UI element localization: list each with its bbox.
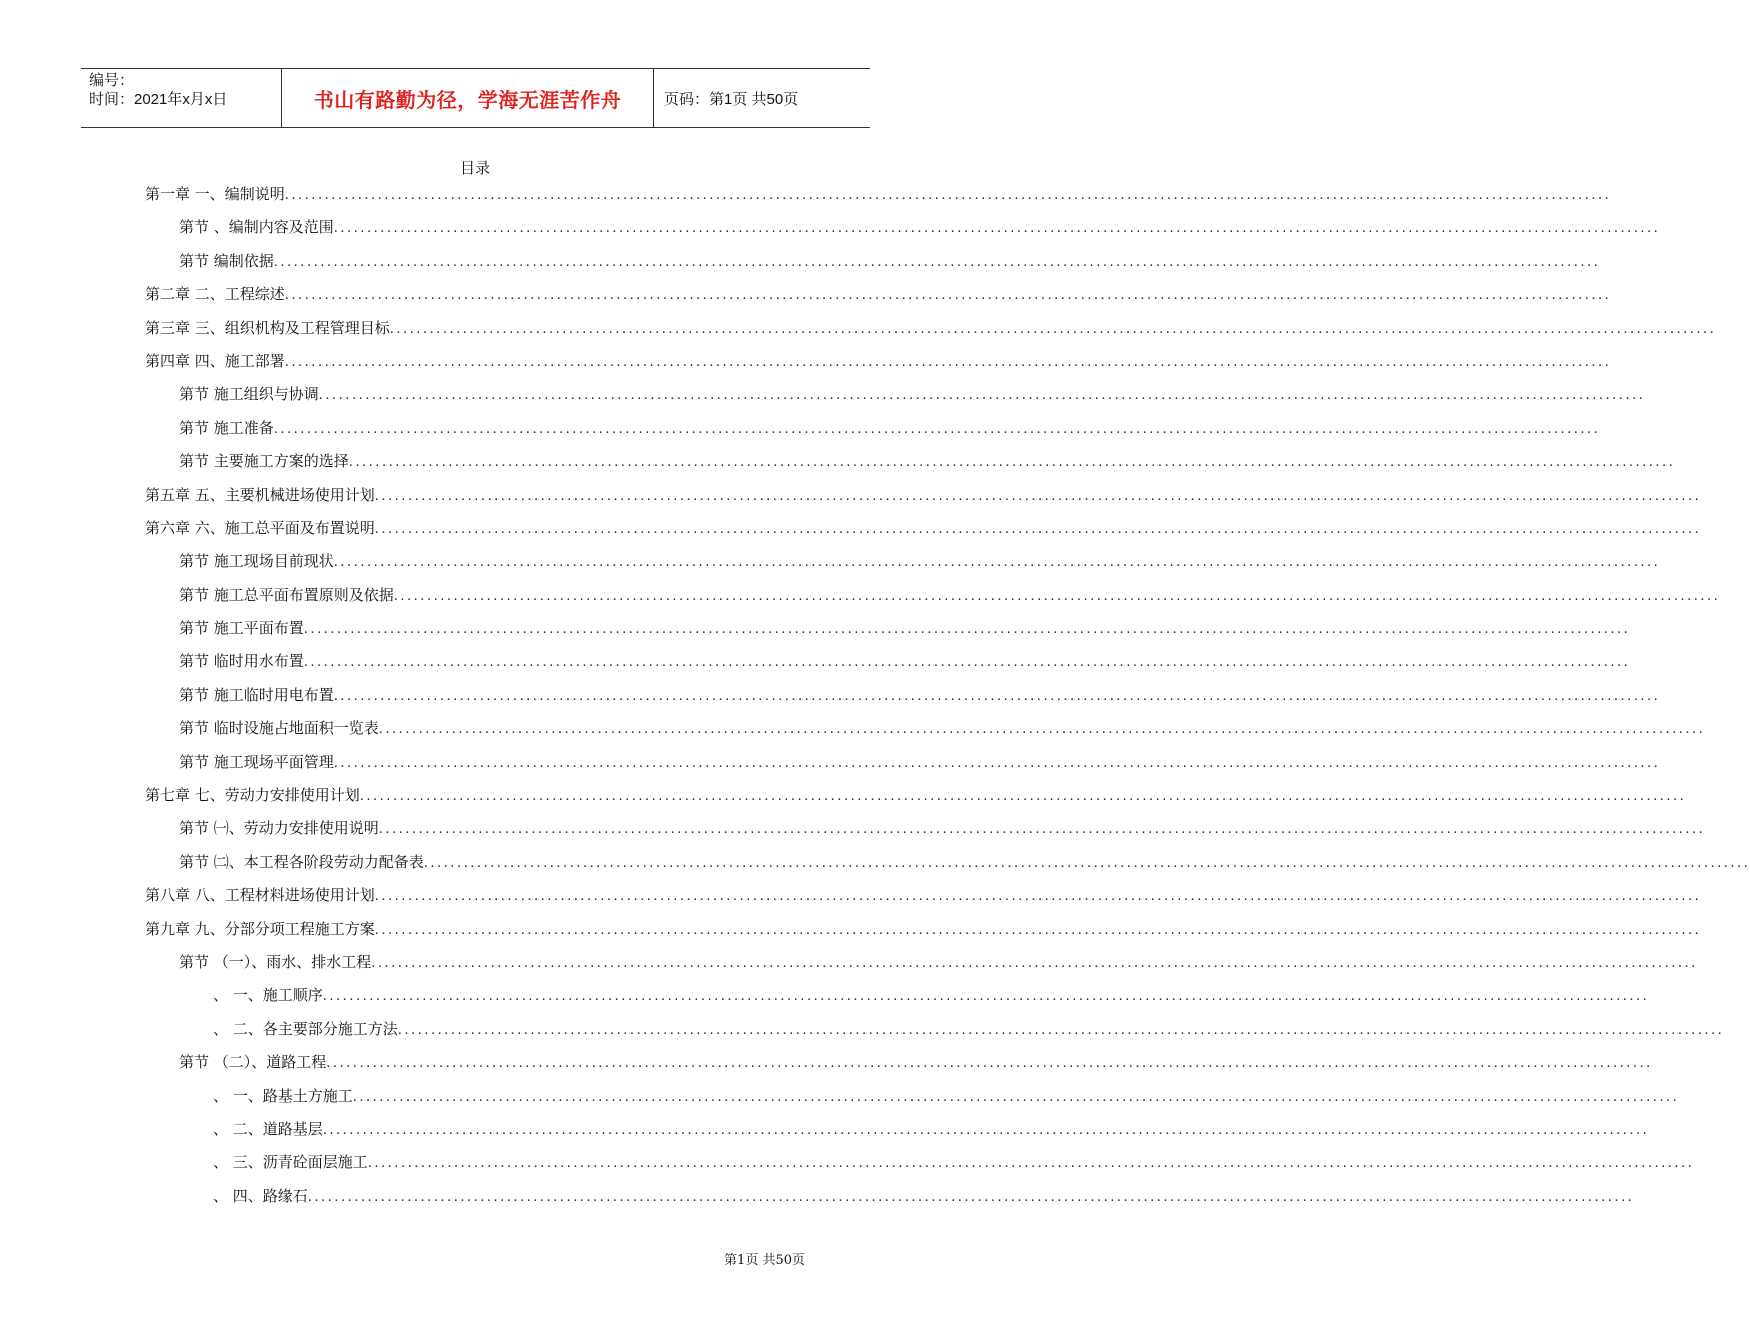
toc-entry[interactable] <box>145 979 1650 1012</box>
toc-dot-leader: ........................................................................................................................................................................................................ <box>333 755 1661 771</box>
toc-dot-leader: ........................................................................................................................................................................................................ <box>374 889 1702 905</box>
toc-entry-text: 第节 施工现场平面管理 <box>179 752 334 771</box>
toc-entry[interactable] <box>145 1146 1695 1179</box>
toc-dot-leader: ........................................................................................................................................................................................................ <box>374 521 1702 537</box>
toc-entry[interactable] <box>145 1046 1653 1079</box>
toc-dot-leader: ........................................................................................................................................................................................................ <box>333 688 1661 704</box>
header-page-label: 页码：第1页 共50页 <box>664 90 799 108</box>
toc-entry[interactable] <box>145 712 1706 745</box>
toc-dot-leader: ........................................................................................................................................................................................................ <box>284 188 1612 203</box>
page-footer: 第1页 共50页 <box>724 1253 805 1268</box>
toc-entry[interactable] <box>145 679 1661 712</box>
toc-title: 目录 <box>459 159 490 177</box>
toc-entry[interactable] <box>145 178 1612 211</box>
toc-entry-text: 、 一、路基土方施工 <box>213 1086 353 1105</box>
toc-entry-text: 第节 主要施工方案的选择 <box>179 452 349 471</box>
toc-entry[interactable] <box>145 1180 1635 1213</box>
toc-entry[interactable] <box>145 779 1687 812</box>
table-of-contents <box>145 178 1750 1213</box>
toc-entry-text: 第八章 八、工程材料进场使用计划 <box>145 886 375 905</box>
header-info <box>81 69 281 127</box>
toc-entry-text: 、 四、路缘石 <box>213 1186 308 1205</box>
toc-entry[interactable] <box>145 345 1612 378</box>
toc-entry[interactable] <box>145 445 1676 478</box>
toc-entry-text: 第七章 七、劳动力安排使用计划 <box>145 786 360 805</box>
toc-dot-leader: ........................................................................................................................................................................................................ <box>284 354 1612 370</box>
header-motto: 书山有路勤为径，学海无涯苦作舟 <box>281 69 654 127</box>
toc-entry-text: 第九章 九、分部分项工程施工方案 <box>145 919 375 938</box>
toc-dot-leader: ........................................................................................................................................................................................................ <box>322 989 1650 1005</box>
toc-entry[interactable] <box>145 812 1706 845</box>
toc-entry[interactable] <box>145 746 1661 779</box>
toc-entry-text: 第节 施工平面布置 <box>179 619 304 638</box>
toc-entry-text: 第三章 三、组织机构及工程管理目标 <box>145 318 390 337</box>
time-label: 时间：2021年x月x日 <box>89 91 228 108</box>
toc-dot-leader: ........................................................................................................................................................................................................ <box>423 855 1750 871</box>
toc-dot-leader: ........................................................................................................................................................................................................ <box>397 1022 1725 1038</box>
toc-entry[interactable] <box>145 278 1612 311</box>
toc-entry-text: 第四章 四、施工部署 <box>145 351 285 370</box>
toc-entry-text: 第节 施工总平面布置原则及依据 <box>179 585 394 604</box>
toc-dot-leader: ........................................................................................................................................................................................................ <box>378 822 1706 838</box>
toc-entry-text: 第节 临时设施占地面积一览表 <box>179 719 379 738</box>
toc-entry-text: 第节 ㈡、本工程各阶段劳动力配备表 <box>179 852 424 871</box>
toc-dot-leader: ........................................................................................................................................................................................................ <box>303 655 1631 671</box>
toc-dot-leader: ........................................................................................................................................................................................................ <box>333 221 1661 237</box>
toc-entry-text: 第节 施工准备 <box>179 418 274 437</box>
toc-entry[interactable] <box>145 312 1717 345</box>
toc-dot-leader: ........................................................................................................................................................................................................ <box>374 488 1702 504</box>
toc-dot-leader: ........................................................................................................................................................................................................ <box>303 622 1631 638</box>
toc-entry[interactable] <box>145 479 1702 512</box>
toc-entry[interactable] <box>145 1113 1650 1146</box>
toc-entry-text: 第节 （一）、雨水、排水工程 <box>179 952 372 971</box>
toc-dot-leader: ........................................................................................................................................................................................................ <box>352 1089 1680 1105</box>
toc-dot-leader: ........................................................................................................................................................................................................ <box>273 254 1601 270</box>
toc-entry[interactable] <box>145 1080 1680 1113</box>
toc-entry[interactable] <box>145 1013 1725 1046</box>
page-header <box>81 68 870 128</box>
toc-dot-leader: ........................................................................................................................................................................................................ <box>389 321 1717 337</box>
toc-entry[interactable] <box>145 946 1698 979</box>
toc-entry[interactable] <box>145 645 1631 678</box>
toc-entry[interactable] <box>145 412 1601 445</box>
toc-entry-text: 、 一、施工顺序 <box>213 986 323 1005</box>
toc-dot-leader: ........................................................................................................................................................................................................ <box>378 722 1706 738</box>
toc-dot-leader: ........................................................................................................................................................................................................ <box>284 288 1612 304</box>
toc-entry-text: 第五章 五、主要机械进场使用计划 <box>145 485 375 504</box>
toc-entry[interactable] <box>145 211 1661 244</box>
toc-entry[interactable] <box>145 512 1702 545</box>
toc-entry-text: 第节 施工组织与协调 <box>179 385 319 404</box>
toc-entry-text: 、 三、沥青砼面层施工 <box>213 1153 368 1172</box>
toc-entry-text: 第节 （二）、道路工程 <box>179 1053 327 1072</box>
toc-dot-leader: ........................................................................................................................................................................................................ <box>333 555 1661 571</box>
toc-entry[interactable] <box>145 378 1646 411</box>
toc-dot-leader: ........................................................................................................................................................................................................ <box>359 789 1687 805</box>
number-label: 编号： <box>89 72 135 89</box>
toc-dot-leader: ........................................................................................................................................................................................................ <box>367 1156 1695 1172</box>
toc-entry[interactable] <box>145 612 1631 645</box>
toc-entry-text: 第节 施工临时用电布置 <box>179 685 334 704</box>
toc-entry[interactable] <box>145 913 1702 946</box>
toc-dot-leader: ........................................................................................................................................................................................................ <box>307 1189 1635 1205</box>
toc-entry[interactable] <box>145 846 1750 879</box>
toc-entry[interactable] <box>145 879 1702 912</box>
toc-entry-text: 第节 临时用水布置 <box>179 652 304 671</box>
toc-dot-leader: ........................................................................................................................................................................................................ <box>326 1056 1653 1072</box>
toc-dot-leader: ........................................................................................................................................................................................................ <box>374 922 1702 938</box>
toc-dot-leader: ........................................................................................................................................................................................................ <box>322 1122 1650 1138</box>
toc-entry-text: 第节 施工现场目前现状 <box>179 552 334 571</box>
toc-entry-text: 第节 、编制内容及范围 <box>179 218 334 237</box>
toc-entry[interactable] <box>145 579 1721 612</box>
toc-entry-text: 第二章 二、工程综述 <box>145 285 285 304</box>
toc-dot-leader: ........................................................................................................................................................................................................ <box>273 421 1601 437</box>
toc-entry-text: 、 二、道路基层 <box>213 1119 323 1138</box>
toc-entry-text: 第节 编制依据 <box>179 251 274 270</box>
toc-dot-leader: ........................................................................................................................................................................................................ <box>371 955 1698 971</box>
toc-entry-text: 第一章 一、编制说明 <box>145 185 285 203</box>
toc-entry-text: 第节 ㈠、劳动力安排使用说明 <box>179 819 379 838</box>
toc-dot-leader: ........................................................................................................................................................................................................ <box>393 588 1721 604</box>
toc-entry[interactable] <box>145 245 1601 278</box>
toc-dot-leader: ........................................................................................................................................................................................................ <box>348 455 1676 471</box>
toc-dot-leader: ........................................................................................................................................................................................................ <box>318 388 1646 404</box>
toc-entry-text: 第六章 六、施工总平面及布置说明 <box>145 518 375 537</box>
toc-entry[interactable] <box>145 545 1661 578</box>
toc-entry-text: 、 二、各主要部分施工方法 <box>213 1019 398 1038</box>
